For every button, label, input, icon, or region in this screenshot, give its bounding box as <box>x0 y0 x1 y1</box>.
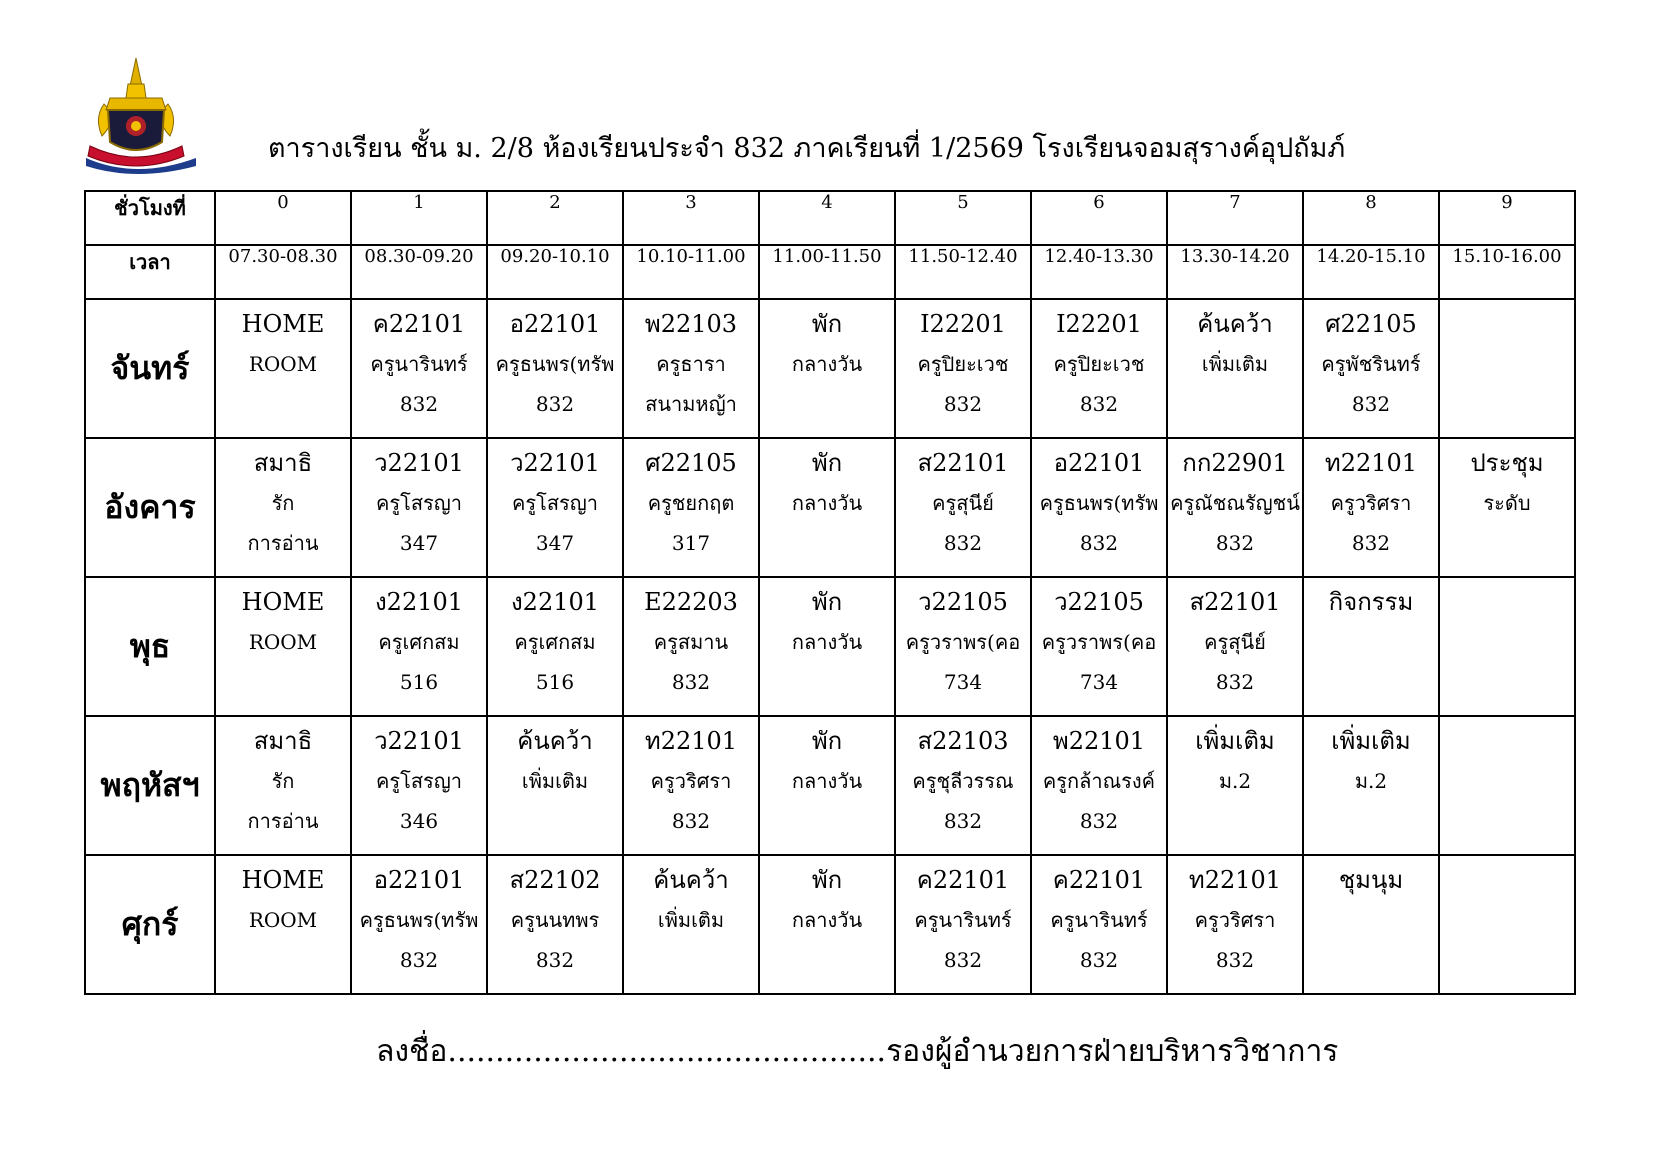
room-number <box>1168 801 1302 841</box>
subject-code: HOME <box>241 866 325 894</box>
room-number: 317 <box>671 531 711 555</box>
period-number: 4 <box>759 191 895 245</box>
period-number: 3 <box>623 191 759 245</box>
room-number <box>1304 662 1438 702</box>
subject-code: ท22101 <box>1324 449 1418 477</box>
time-range: 12.40-13.30 <box>1031 245 1167 299</box>
teacher-name: กลางวัน <box>791 630 863 654</box>
teacher-name: ROOM <box>248 352 318 376</box>
time-range: 08.30-09.20 <box>351 245 487 299</box>
schedule-cell <box>759 438 895 577</box>
subject-code: ค22101 <box>1052 866 1146 894</box>
teacher-name: ครูปิยะเวช <box>917 352 1009 376</box>
schedule-cell <box>1439 855 1575 994</box>
teacher-name: ครูธนพร(ทรัพ <box>495 352 615 376</box>
subject-code: ชุมนุม <box>1338 866 1404 894</box>
time-range: 10.10-11.00 <box>623 245 759 299</box>
subject-code: กก22901 <box>1182 449 1288 477</box>
teacher-name: กลางวัน <box>791 908 863 932</box>
time-range: 09.20-10.10 <box>487 245 623 299</box>
subject-code: ท22101 <box>644 727 738 755</box>
teacher-name: ม.2 <box>1354 769 1388 793</box>
schedule-table <box>84 190 1576 995</box>
schedule-cell <box>487 299 623 438</box>
day-row <box>85 855 1575 994</box>
room-number: 832 <box>943 392 983 416</box>
subject-code: ส22101 <box>1189 588 1281 616</box>
schedule-cell <box>215 577 351 716</box>
room-number: 347 <box>399 531 439 555</box>
schedule-cell <box>351 577 487 716</box>
teacher-name: ระดับ <box>1483 491 1531 515</box>
subject-code: กิจกรรม <box>1328 588 1414 616</box>
subject-code: ค้นคว้า <box>1197 310 1273 338</box>
teacher-name: รัก <box>271 491 295 515</box>
subject-code: ท22101 <box>1188 866 1282 894</box>
teacher-name: ROOM <box>248 908 318 932</box>
subject-code: อ22101 <box>509 310 601 338</box>
subject-code: เพิ่มเติม <box>1331 727 1411 755</box>
time-range: 14.20-15.10 <box>1303 245 1439 299</box>
schedule-cell <box>487 577 623 716</box>
subject-code <box>1440 856 1574 900</box>
schedule-cell <box>623 438 759 577</box>
room-number <box>216 384 350 424</box>
teacher-name: ครูชยกฤต <box>647 491 735 515</box>
page-title: ตารางเรียน ชั้น ม. 2/8 ห้องเรียนประจำ 832 ภาคเรียนที่ 1/2569 โรงเรียนจอมสุรางค์อุปถัมภ์ <box>268 133 1346 164</box>
room-number <box>1440 801 1574 841</box>
subject-code: ง22101 <box>510 588 600 616</box>
teacher-name <box>1440 344 1574 384</box>
schedule-cell <box>895 299 1031 438</box>
room-number: 832 <box>671 809 711 833</box>
period-number: 5 <box>895 191 1031 245</box>
subject-code <box>1440 578 1574 622</box>
subject-code <box>1440 300 1574 344</box>
day-row <box>85 716 1575 855</box>
room-number <box>760 801 894 841</box>
room-number <box>1440 523 1574 563</box>
room-number: 832 <box>671 670 711 694</box>
time-range: 13.30-14.20 <box>1167 245 1303 299</box>
schedule-cell <box>351 299 487 438</box>
room-number: 734 <box>943 670 983 694</box>
schedule-cell <box>1439 577 1575 716</box>
teacher-name: ครูสุนีย์ <box>932 491 994 515</box>
teacher-name: ครูนนทพร <box>510 908 600 932</box>
subject-code: ว22101 <box>374 727 464 755</box>
subject-code: สมาธิ <box>253 727 313 755</box>
schedule-cell <box>215 438 351 577</box>
subject-code: I22201 <box>1056 310 1142 338</box>
schedule-cell <box>759 855 895 994</box>
schedule-cell <box>1031 438 1167 577</box>
room-number: 832 <box>535 392 575 416</box>
schedule-cell <box>351 716 487 855</box>
signature-line: ลงชื่อ..............................................รองผู้อำนวยการฝ่ายบริหารวิชาการ <box>376 1034 1339 1069</box>
schedule-cell <box>1303 716 1439 855</box>
room-number: การอ่าน <box>247 809 319 833</box>
schedule-cell <box>351 438 487 577</box>
subject-code: HOME <box>241 310 325 338</box>
subject-code: พ22103 <box>644 310 738 338</box>
room-number <box>1304 940 1438 980</box>
schedule-cell <box>1031 855 1167 994</box>
teacher-name: ม.2 <box>1218 769 1252 793</box>
teacher-name: ครูนารินทร์ <box>914 908 1012 932</box>
room-number: 832 <box>1215 670 1255 694</box>
room-number <box>760 662 894 702</box>
period-number: 8 <box>1303 191 1439 245</box>
teacher-name: รัก <box>271 769 295 793</box>
teacher-name: ครูวริศรา <box>1330 491 1412 515</box>
schedule-cell <box>1167 716 1303 855</box>
teacher-name: ครูณัชณรัญชน์ <box>1170 491 1300 515</box>
teacher-name: ครูวราพร(คอ <box>905 630 1021 654</box>
room-number: 832 <box>535 948 575 972</box>
room-number: 832 <box>1215 531 1255 555</box>
room-number: 516 <box>535 670 575 694</box>
schedule-cell <box>1031 716 1167 855</box>
teacher-name: ครูนารินทร์ <box>1050 908 1148 932</box>
schedule-cell <box>1439 299 1575 438</box>
teacher-name <box>1304 900 1438 940</box>
teacher-name: ครูสุนีย์ <box>1204 630 1266 654</box>
day-row <box>85 438 1575 577</box>
day-name: ศุกร์ <box>85 855 215 994</box>
subject-code: ประชุม <box>1470 449 1544 477</box>
subject-code: I22201 <box>920 310 1006 338</box>
day-name: จันทร์ <box>85 299 215 438</box>
room-number: 832 <box>399 948 439 972</box>
period-number: 1 <box>351 191 487 245</box>
teacher-name: ครูสมาน <box>653 630 729 654</box>
schedule-cell <box>759 577 895 716</box>
time-label: เวลา <box>85 245 215 299</box>
schedule-cell <box>215 855 351 994</box>
room-number <box>760 523 894 563</box>
schedule-cell <box>623 855 759 994</box>
schedule-cell <box>759 716 895 855</box>
day-row <box>85 299 1575 438</box>
period-header-row <box>85 191 1575 245</box>
schedule-cell <box>487 438 623 577</box>
teacher-name: ครูโสรญา <box>375 769 463 793</box>
schedule-cell <box>895 855 1031 994</box>
time-range: 11.50-12.40 <box>895 245 1031 299</box>
subject-code <box>1440 717 1574 761</box>
room-number: 832 <box>943 809 983 833</box>
schedule-cell <box>895 716 1031 855</box>
room-number <box>760 384 894 424</box>
teacher-name: ROOM <box>248 630 318 654</box>
period-label: ชั่วโมงที่ <box>85 191 215 245</box>
school-logo <box>84 58 214 178</box>
subject-code: ส22103 <box>917 727 1009 755</box>
subject-code: พัก <box>811 449 843 477</box>
subject-code: ง22101 <box>374 588 464 616</box>
time-range: 11.00-11.50 <box>759 245 895 299</box>
schedule-cell <box>1031 299 1167 438</box>
room-number <box>1440 940 1574 980</box>
room-number: 832 <box>1079 392 1119 416</box>
teacher-name: ครูโสรญา <box>511 491 599 515</box>
day-name: พุธ <box>85 577 215 716</box>
schedule-cell <box>1439 716 1575 855</box>
room-number <box>1440 384 1574 424</box>
teacher-name: ครูเศกสม <box>378 630 460 654</box>
teacher-name: กลางวัน <box>791 769 863 793</box>
subject-code: อ22101 <box>373 866 465 894</box>
schedule-cell <box>487 716 623 855</box>
subject-code: ส22102 <box>509 866 601 894</box>
room-number <box>216 940 350 980</box>
room-number <box>216 662 350 702</box>
schedule-cell <box>623 577 759 716</box>
room-number: การอ่าน <box>247 531 319 555</box>
period-number: 7 <box>1167 191 1303 245</box>
schedule-cell <box>895 438 1031 577</box>
subject-code: ค22101 <box>372 310 466 338</box>
subject-code: ค้นคว้า <box>517 727 593 755</box>
subject-code: ศ22105 <box>645 449 737 477</box>
room-number <box>624 940 758 980</box>
room-number <box>1440 662 1574 702</box>
teacher-name: ครูนารินทร์ <box>370 352 468 376</box>
room-number: 346 <box>399 809 439 833</box>
room-number <box>760 940 894 980</box>
subject-code: ว22101 <box>374 449 464 477</box>
schedule-cell <box>487 855 623 994</box>
schedule-cell <box>215 299 351 438</box>
room-number: 832 <box>1215 948 1255 972</box>
room-number: 832 <box>1351 392 1391 416</box>
schedule-cell <box>1303 855 1439 994</box>
teacher-name: ครูพัชรินทร์ <box>1321 352 1421 376</box>
teacher-name: ครูโสรญา <box>375 491 463 515</box>
teacher-name: เพิ่มเติม <box>521 769 589 793</box>
room-number: 832 <box>1351 531 1391 555</box>
schedule-cell <box>351 855 487 994</box>
period-number: 9 <box>1439 191 1575 245</box>
room-number: 832 <box>399 392 439 416</box>
time-header-row <box>85 245 1575 299</box>
subject-code: พ22101 <box>1052 727 1146 755</box>
subject-code: เพิ่มเติม <box>1195 727 1275 755</box>
day-name: พฤหัสฯ <box>85 716 215 855</box>
subject-code: ค้นคว้า <box>653 866 729 894</box>
subject-code: ศ22105 <box>1325 310 1417 338</box>
period-number: 2 <box>487 191 623 245</box>
time-range: 15.10-16.00 <box>1439 245 1575 299</box>
room-number: 516 <box>399 670 439 694</box>
room-number <box>488 801 622 841</box>
schedule-cell <box>759 299 895 438</box>
subject-code: สมาธิ <box>253 449 313 477</box>
teacher-name: ครูธนพร(ทรัพ <box>1039 491 1159 515</box>
teacher-name: ครูเศกสม <box>514 630 596 654</box>
schedule-cell <box>1303 299 1439 438</box>
room-number: สนามหญ้า <box>645 392 737 416</box>
teacher-name: ครูวราพร(คอ <box>1041 630 1157 654</box>
period-number: 0 <box>215 191 351 245</box>
schedule-cell <box>1303 577 1439 716</box>
teacher-name: ครูกล้าณรงค์ <box>1042 769 1156 793</box>
day-row <box>85 577 1575 716</box>
room-number: 832 <box>943 948 983 972</box>
teacher-name: กลางวัน <box>791 491 863 515</box>
subject-code: พัก <box>811 866 843 894</box>
subject-code: อ22101 <box>1053 449 1145 477</box>
schedule-cell <box>1031 577 1167 716</box>
teacher-name: เพิ่มเติม <box>657 908 725 932</box>
subject-code: HOME <box>241 588 325 616</box>
schedule-cell <box>623 716 759 855</box>
subject-code: พัก <box>811 588 843 616</box>
teacher-name: ครูวริศรา <box>1194 908 1276 932</box>
subject-code: ว22101 <box>510 449 600 477</box>
subject-code: ค22101 <box>916 866 1010 894</box>
teacher-name <box>1440 761 1574 801</box>
schedule-cell <box>1167 438 1303 577</box>
schedule-cell <box>1167 855 1303 994</box>
teacher-name: ครูธารา <box>656 352 726 376</box>
room-number <box>1304 801 1438 841</box>
teacher-name: เพิ่มเติม <box>1201 352 1269 376</box>
room-number <box>1168 384 1302 424</box>
schedule-cell <box>1439 438 1575 577</box>
subject-code: พัก <box>811 727 843 755</box>
teacher-name <box>1440 622 1574 662</box>
schedule-cell <box>1167 299 1303 438</box>
teacher-name <box>1304 622 1438 662</box>
school-emblem-icon <box>84 58 214 178</box>
teacher-name: ครูชุลีวรรณ <box>912 769 1014 793</box>
teacher-name: ครูธนพร(ทรัพ <box>359 908 479 932</box>
teacher-name <box>1440 900 1574 940</box>
schedule-cell <box>1303 438 1439 577</box>
subject-code: ว22105 <box>918 588 1008 616</box>
teacher-name: ครูวริศรา <box>650 769 732 793</box>
teacher-name: กลางวัน <box>791 352 863 376</box>
day-name: อังคาร <box>85 438 215 577</box>
teacher-name: ครูปิยะเวช <box>1053 352 1145 376</box>
subject-code: E22203 <box>644 588 738 616</box>
room-number: 347 <box>535 531 575 555</box>
subject-code: ส22101 <box>917 449 1009 477</box>
schedule-cell <box>1167 577 1303 716</box>
subject-code: ว22105 <box>1054 588 1144 616</box>
room-number: 832 <box>943 531 983 555</box>
room-number: 734 <box>1079 670 1119 694</box>
schedule-cell <box>895 577 1031 716</box>
room-number: 832 <box>1079 531 1119 555</box>
schedule-cell <box>215 716 351 855</box>
period-number: 6 <box>1031 191 1167 245</box>
room-number: 832 <box>1079 809 1119 833</box>
schedule-cell <box>623 299 759 438</box>
room-number: 832 <box>1079 948 1119 972</box>
subject-code: พัก <box>811 310 843 338</box>
time-range: 07.30-08.30 <box>215 245 351 299</box>
